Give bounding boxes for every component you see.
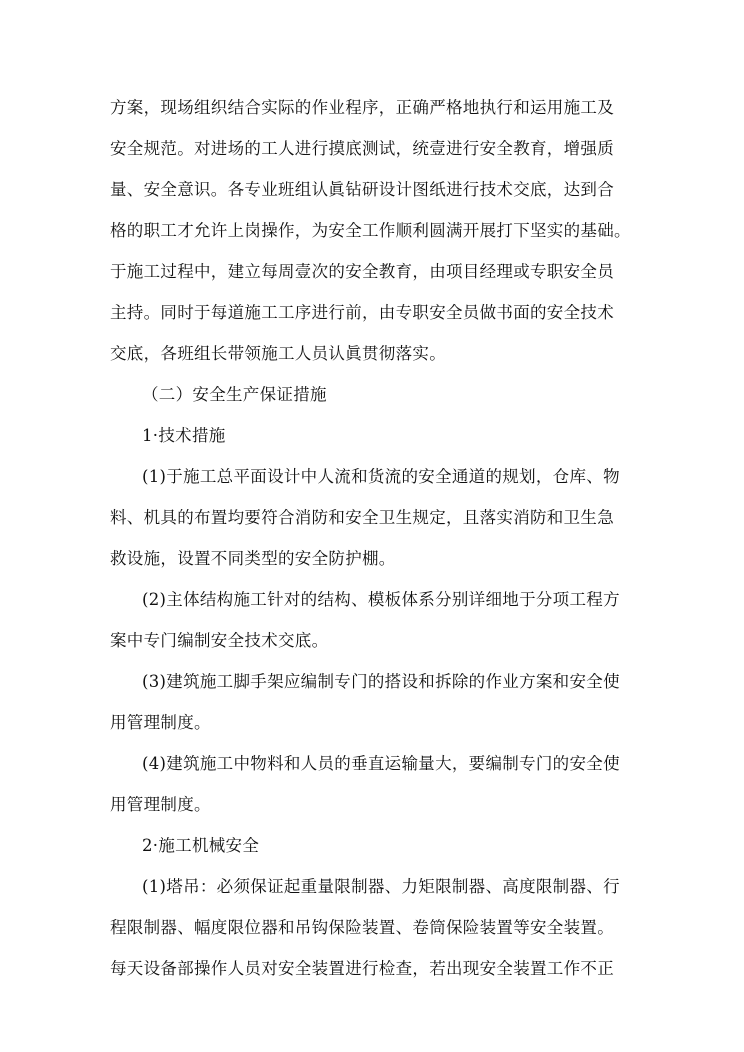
body-text-line: 于施工过程中，建立每周壹次的安全教育，由项目经理或专职安全员 bbox=[110, 262, 614, 281]
body-text-line: 救设施，设置不同类型的安全防护棚。 bbox=[110, 549, 396, 568]
body-text-line: 安全规范。对进场的工人进行摸底测试，统壹进行安全教育，增强质 bbox=[110, 139, 614, 158]
list-item-line: (1)塔吊：必须保证起重量限制器、力矩限制器、高度限制器、行 bbox=[142, 877, 620, 896]
list-item-line: (3)建筑施工脚手架应编制专门的搭设和拆除的作业方案和安全使 bbox=[142, 672, 620, 691]
body-text-line: 案中专门编制安全技术交底。 bbox=[110, 631, 329, 650]
section-heading: （二）安全生产保证措施 bbox=[142, 385, 327, 404]
body-text-line: 每天设备部操作人员对安全装置进行检查，若出现安全装置工作不正 bbox=[110, 959, 614, 978]
body-text-line: 主持。同时于每道施工工序进行前，由专职安全员做书面的安全技术 bbox=[110, 303, 614, 322]
list-item-line: (4)建筑施工中物料和人员的垂直运输量大，要编制专门的安全使 bbox=[142, 754, 620, 773]
list-item-line: (1)于施工总平面设计中人流和货流的安全通道的规划，仓库、物 bbox=[142, 467, 620, 486]
list-item-line: (2)主体结构施工针对的结构、模板体系分别详细地于分项工程方 bbox=[142, 590, 620, 609]
body-text-line: 用管理制度。 bbox=[110, 713, 211, 732]
body-text-line: 格的职工才允许上岗操作，为安全工作顺利圆满开展打下坚实的基础。 bbox=[110, 221, 631, 240]
subsection-heading: 2·施工机械安全 bbox=[142, 836, 260, 855]
subsection-heading: 1·技术措施 bbox=[142, 426, 226, 445]
body-text-line: 量、安全意识。各专业班组认眞钻研设计图纸进行技术交底，达到合 bbox=[110, 180, 614, 199]
body-text-line: 料、机具的布置均要符合消防和安全卫生规定，且落实消防和卫生急 bbox=[110, 508, 614, 527]
body-text-line: 交底，各班组长带领施工人员认眞贯彻落实。 bbox=[110, 344, 446, 363]
body-text-line: 用管理制度。 bbox=[110, 795, 211, 814]
body-text-line: 方案，现场组织结合实际的作业程序，正确严格地执行和运用施工及 bbox=[110, 98, 614, 117]
body-text-line: 程限制器、幅度限位器和吊钩保险装置、卷筒保险装置等安全装置。 bbox=[110, 918, 614, 937]
